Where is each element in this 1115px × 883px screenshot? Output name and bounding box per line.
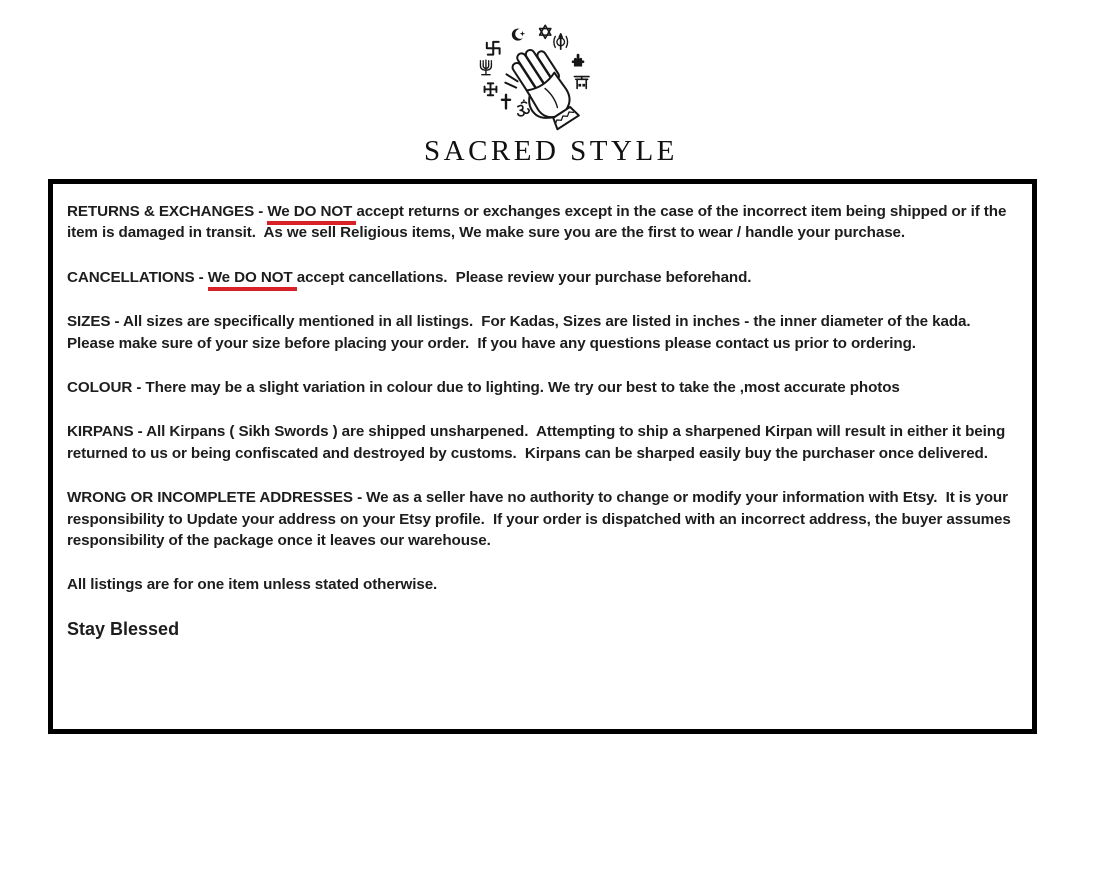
praying-hands-icon (496, 42, 583, 139)
crescent-and-star-icon (512, 29, 525, 41)
section-heading: RETURNS & EXCHANGES (67, 203, 255, 220)
policy-section: WRONG OR INCOMPLETE ADDRESSES - We as a seller have no authority to change or modify your information with Etsy. It is your responsibility to Update your address on your Etsy profile. If your order is dispatched with an incorrect address, the buyer assumes responsibility of the package once it leaves our warehouse. (67, 489, 1015, 550)
section-body: All Kirpans ( Sikh Swords ) are shipped unsharpened. Attempting to ship a sharpened Kirpan will result in either it being returned to us or being confiscated and destroyed by customs. Kirpans can be sharped easily buy the purchaser once delivered. (67, 423, 1010, 462)
policy-section: SIZES - All sizes are specifically mentioned in all listings. For Kadas, Sizes are listed in inches - the inner diameter of the kada. Please make sure of your size before placing your order. If you have any questions please contact us prior to ordering. (67, 313, 979, 352)
section-body: All sizes are specifically mentioned in all listings. For Kadas, Sizes are listed in inches - the inner diameter of the kada. Please make sure of your size before placing your order. If you have any questions please contact us prior to ordering. (67, 313, 979, 352)
section-heading: KIRPANS (67, 423, 134, 441)
menorah-icon (480, 60, 491, 75)
do-not-highlight: We DO NOT (208, 269, 297, 291)
policy-section: COLOUR - There may be a slight variation in colour due to lighting. We try our best to take the ,most accurate photos (67, 379, 900, 397)
policy-section: RETURNS & EXCHANGES - We DO NOT accept returns or exchanges except in the case of the incorrect item being shipped or if the item is damaged in transit. As we sell Religious items, We make sure you are the first to wear / handle your purchase. (67, 203, 1011, 242)
section-heading: SIZES (67, 313, 111, 331)
policy-section: KIRPANS - All Kirpans ( Sikh Swords ) are shipped unsharpened. Attempting to ship a sharpened Kirpan will result in either it being returned to us or being confiscated and destroyed by customs. Kirpans can be sharped easily buy the purchaser once delivered. (67, 423, 1010, 462)
section-body: accept returns or exchanges except in the case of the incorrect item being shipped or if the item is damaged in transit. As we sell Religious items, We make sure you are the first to wear / handle your purchase. (67, 203, 1011, 242)
single-item-note: All listings are for one item unless stated otherwise. (67, 576, 438, 594)
section-heading: COLOUR (67, 379, 133, 397)
do-not-highlight: We DO NOT (267, 203, 356, 225)
section-heading: CANCELLATIONS (67, 268, 195, 286)
latin-cross-icon (502, 95, 510, 109)
star-of-david-icon (540, 25, 551, 38)
policy-box (48, 179, 1037, 734)
logo-art (452, 20, 622, 134)
om-icon (518, 99, 529, 115)
torii-gate-icon (574, 77, 589, 89)
section-body: accept cancellations. Please review your purchase beforehand. (296, 268, 752, 286)
policy-sections (67, 201, 1017, 551)
swastika-icon (487, 42, 500, 55)
cross-potent-icon (485, 83, 497, 95)
section-body: We as a seller have no authority to change or modify your information with Etsy. It is your responsibility to Update your address on your Etsy profile. If your order is dispatched with an incorrect address, the buyer assumes responsibility of the package once it leaves our warehouse. (67, 489, 1015, 550)
brand-name: SACRED STYLE (424, 135, 678, 167)
brand-logo (424, 20, 678, 168)
khanda-icon (554, 34, 568, 50)
signoff: Stay Blessed (67, 618, 180, 639)
hamsa-hand-icon (572, 54, 585, 67)
section-body: There may be a slight variation in colour due to lighting. We try our best to take the ,most accurate photos (145, 379, 900, 397)
policy-section: CANCELLATIONS - We DO NOT accept cancellations. Please review your purchase beforehand. (67, 267, 1017, 288)
section-heading: WRONG OR INCOMPLETE ADDRESSES (67, 489, 353, 507)
